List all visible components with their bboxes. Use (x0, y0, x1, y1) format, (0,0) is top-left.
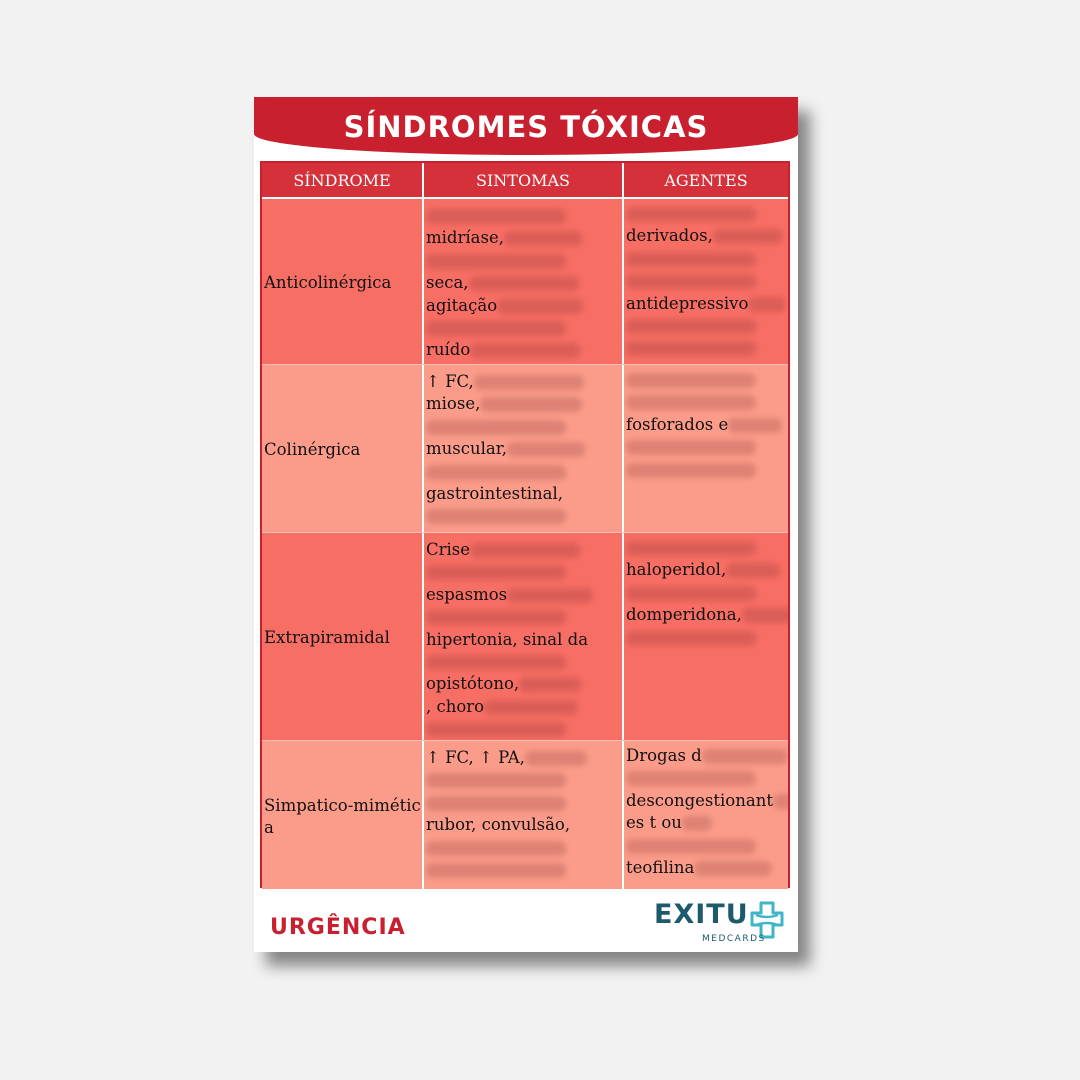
redacted-text (470, 543, 580, 558)
sintomas-text: hipertonia, sinal da (426, 629, 589, 649)
table-row (262, 365, 788, 533)
cell-sindrome: Extrapiramidal (262, 533, 422, 740)
redacted-text (484, 700, 578, 715)
sintomas-line (426, 769, 621, 791)
agentes-text: Drogas d (626, 746, 702, 765)
medcard (254, 97, 798, 952)
cell-agentes (622, 199, 788, 364)
sintomas-line (426, 837, 621, 859)
agentes-line (626, 337, 787, 359)
sintomas-line (426, 483, 621, 505)
redacted-text (426, 863, 566, 878)
sintomas-line (426, 505, 621, 527)
header-sindrome: SÍNDROME (293, 170, 391, 190)
sintomas-line (426, 747, 621, 769)
agentes-line (626, 293, 787, 315)
sintomas-text: espasmos (426, 584, 508, 604)
table-row (262, 533, 788, 741)
agentes-line (626, 369, 787, 391)
sintomas-text: ruído (426, 340, 471, 360)
redacted-text (426, 509, 566, 524)
sintomas-line (426, 792, 621, 814)
redacted-text (469, 276, 579, 291)
redacted-text (626, 274, 756, 289)
agentes-text: derivados, (626, 226, 713, 246)
redacted-text (426, 796, 566, 811)
agentes-line (626, 459, 787, 481)
redacted-text (480, 397, 582, 412)
sintomas-text: seca, (426, 273, 469, 293)
cell-agentes (622, 741, 788, 889)
redacted-text (626, 252, 756, 267)
redacted-text (426, 565, 566, 580)
redacted-text (626, 440, 756, 455)
redacted-text (773, 794, 788, 809)
sintomas-text: agitação (426, 295, 498, 315)
sintomas-text: midríase, (426, 228, 504, 248)
cell-sintomas (422, 365, 622, 532)
logo-wordmark: EXITU (654, 899, 749, 930)
sintomas-line (426, 696, 621, 718)
redacted-text (682, 816, 712, 831)
redacted-text (742, 608, 788, 623)
agentes-text: teofilina (626, 857, 695, 877)
redacted-text (504, 231, 582, 246)
cell-sintomas (422, 741, 622, 889)
agentes-line (626, 582, 787, 604)
redacted-text (626, 839, 756, 854)
exitu-logo (654, 899, 786, 947)
redacted-text (426, 420, 566, 435)
redacted-text (626, 586, 756, 601)
redacted-text (626, 341, 756, 356)
redacted-text (713, 229, 783, 244)
agentes-text: fosforados e (626, 414, 729, 434)
agentes-line (626, 812, 787, 834)
sintomas-line (426, 272, 621, 294)
sintomas-line (426, 539, 621, 561)
sintomas-line (426, 317, 621, 339)
agentes-text: descongestionant (626, 790, 773, 810)
redacted-text (694, 861, 772, 876)
title-banner (254, 97, 798, 155)
agentes-text: domperidona, (626, 605, 742, 625)
cell-sindrome: Colinérgica (262, 365, 422, 532)
sintomas-line (426, 393, 621, 415)
redacted-text (702, 749, 788, 764)
sintomas-line (426, 438, 621, 460)
sintomas-line (426, 718, 621, 740)
sintomas-line (426, 673, 621, 695)
agentes-line (626, 790, 787, 812)
syndromes-table (260, 161, 790, 888)
cell-sindrome: Anticolinérgica (262, 199, 422, 364)
sintomas-line (426, 651, 621, 673)
redacted-text (497, 299, 583, 314)
redacted-text (525, 751, 587, 766)
agentes-line (626, 537, 787, 559)
redacted-text (426, 610, 566, 625)
agentes-line (626, 857, 787, 879)
redacted-text (426, 841, 566, 856)
sintomas-text: gastrointestinal, (426, 483, 563, 503)
sintomas-line (426, 584, 621, 606)
redacted-text (426, 655, 566, 670)
redacted-text (626, 631, 756, 646)
sintomas-line (426, 227, 621, 249)
redacted-text (474, 375, 584, 390)
agentes-text: haloperidol, (626, 560, 727, 580)
sintomas-text: opistótono, (426, 674, 520, 694)
redacted-text (626, 541, 756, 556)
sintomas-line (426, 339, 621, 361)
sintomas-line (426, 606, 621, 628)
agentes-line (626, 391, 787, 413)
table-row (262, 199, 788, 365)
sintomas-line (426, 416, 621, 438)
agentes-line (626, 270, 787, 292)
redacted-text (626, 207, 756, 222)
redacted-text (426, 209, 566, 224)
card-title: SÍNDROMES TÓXICAS (343, 110, 709, 144)
sintomas-line (426, 461, 621, 483)
redacted-text (748, 297, 786, 312)
redacted-text (626, 373, 756, 388)
agentes-line (626, 203, 787, 225)
cell-agentes (622, 365, 788, 532)
logo-subtitle: MEDCARDS (702, 934, 766, 944)
agentes-text: antidepressivo (626, 293, 749, 313)
redacted-text (519, 677, 581, 692)
agentes-line (626, 835, 787, 857)
sintomas-line (426, 561, 621, 583)
table-row (262, 741, 788, 889)
redacted-text (726, 563, 780, 578)
table-header (262, 163, 788, 199)
redacted-text (626, 319, 756, 334)
header-sintomas: SINTOMAS (422, 163, 622, 197)
sintomas-text: rubor, convulsão, (426, 815, 571, 835)
header-agentes: AGENTES (622, 163, 788, 197)
redacted-text (470, 343, 580, 358)
agentes-line (626, 414, 787, 436)
cell-sintomas (422, 533, 622, 740)
sintomas-line (426, 859, 621, 881)
redacted-text (426, 773, 566, 788)
table-body (262, 199, 788, 889)
agentes-line (626, 767, 787, 789)
cell-sindrome: Simpatico-mimética (262, 741, 422, 889)
sintomas-text: muscular, (426, 439, 508, 459)
cell-sintomas (422, 199, 622, 364)
redacted-text (626, 463, 756, 478)
redacted-text (626, 771, 756, 786)
agentes-line (626, 315, 787, 337)
sintomas-line (426, 295, 621, 317)
agentes-line (626, 604, 787, 626)
sintomas-line (426, 205, 621, 227)
sintomas-line (426, 371, 621, 393)
agentes-line (626, 225, 787, 247)
redacted-text (507, 588, 593, 603)
sintomas-text: ↑ FC, (426, 372, 474, 391)
redacted-text (626, 395, 756, 410)
redacted-text (426, 465, 566, 480)
cell-agentes (622, 533, 788, 740)
sintomas-text: ↑ FC, ↑ PA, (426, 748, 525, 767)
sintomas-line (426, 250, 621, 272)
category-label: URGÊNCIA (270, 915, 406, 940)
agentes-text: es t ou (626, 813, 682, 833)
sintomas-line (426, 814, 621, 836)
agentes-line (626, 745, 787, 767)
sintomas-text: Crise (426, 540, 471, 559)
agentes-line (626, 627, 787, 649)
redacted-text (426, 254, 566, 269)
redacted-text (426, 321, 566, 336)
redacted-text (728, 418, 782, 433)
agentes-line (626, 559, 787, 581)
sintomas-line (426, 629, 621, 651)
sintomas-text: , choro (426, 696, 485, 716)
sintomas-text: miose, (426, 394, 481, 414)
agentes-line (626, 248, 787, 270)
redacted-text (426, 722, 566, 737)
agentes-line (626, 436, 787, 458)
redacted-text (507, 442, 585, 457)
